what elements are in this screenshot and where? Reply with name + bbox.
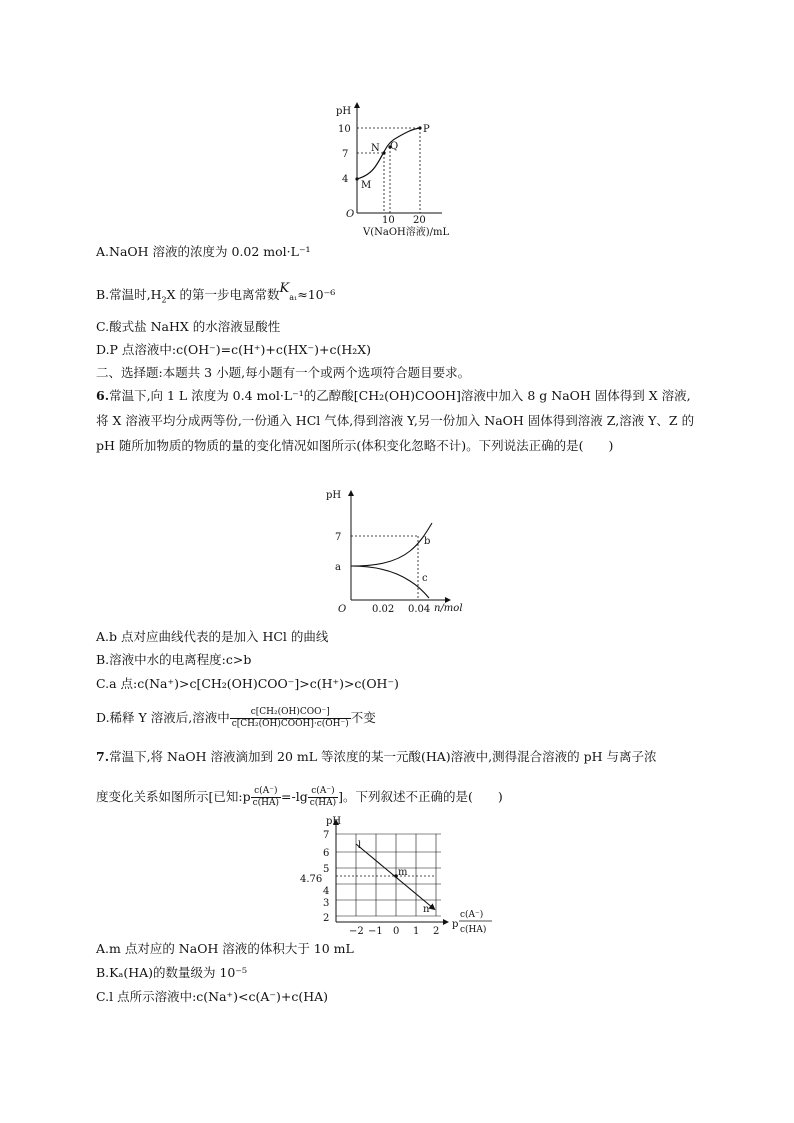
tick-10: 10 <box>338 124 351 135</box>
q7-x-tick-m1: −1 <box>368 926 383 937</box>
origin-label: O <box>346 209 355 220</box>
q6-option-d: D.稀释 Y 溶液后,溶液中 $\frac{\text{c[CH₂(OH)COO⁻]}}{\text{c[CH₂(OH)COOH]·c(OH⁻)}}$ 不变 <box>96 707 376 729</box>
tick-7: 7 <box>342 149 349 160</box>
q7-stem-line2: 度变化关系如图所示[已知:p $\frac{c(A^-)}{c(HA)}$ =-lg $\frac{c(A^-)}{c(HA)}$ ]。下列叙述不正确的是( ) <box>96 786 503 808</box>
q7-option-b: B.Kₐ(HA)的数量级为 10⁻⁵ <box>96 965 247 980</box>
q7-tick-2: 2 <box>323 913 330 924</box>
q6-tick-7: 7 <box>335 532 342 543</box>
q7-y-label: pH <box>326 816 342 827</box>
q7-option-a: A.m 点对应的 NaOH 溶液的体积大于 10 mL <box>96 941 354 956</box>
q7-stem-line1: 7.常温下,将 NaOH 溶液滴加到 20 mL 等浓度的某一元酸(HA)溶液中,测得混合溶液的 pH 与离子浓 <box>96 749 657 764</box>
q6-origin: O <box>338 604 347 615</box>
point-N: N <box>371 143 380 154</box>
q7-x-label-p: p <box>452 919 459 930</box>
point-P: P <box>423 124 430 135</box>
figure-q6-ph-curve <box>320 485 480 620</box>
q6-d-fraction: $\frac{\text{c[CH₂(OH)COO⁻]}}{\text{c[CH₂(OH)COOH]·c(OH⁻)}}$ <box>231 707 349 729</box>
q6-tick-a: a <box>335 562 341 573</box>
section-title: 二、选择题:本题共 3 小题,每小题有一个或两个选项符合题目要求。 <box>96 365 471 380</box>
q7-tick-4: 4 <box>323 886 330 897</box>
q6-option-b: B.溶液中水的电离程度:c>b <box>96 652 252 667</box>
x-tick-10: 10 <box>382 215 395 226</box>
point-M: M <box>361 180 372 191</box>
q6-x-tick-004: 0.04 <box>408 604 431 615</box>
x-tick-20: 20 <box>413 215 426 226</box>
q7-x-tick-1: 1 <box>413 926 420 937</box>
q7-point-m: m <box>398 867 408 878</box>
q6-curve-b <box>351 523 432 566</box>
q7-tick-3: 3 <box>323 898 330 909</box>
q7-x-label-den: c(HA) <box>460 925 487 935</box>
q7-x-tick-0: 0 <box>393 926 400 937</box>
point-Q: Q <box>390 141 399 152</box>
q5-option-b: B.常温时$,H_2X$ 的第一步电离常数$K_{a_1}\approx 10^{-6}$ <box>96 281 336 305</box>
titration-curve <box>357 128 420 179</box>
q5-option-d: D.P 点溶液中:c(OH⁻)=c(H⁺)+c(HX⁻)+c(H₂X) <box>96 342 372 357</box>
q7-x-tick-2: 2 <box>433 926 440 937</box>
q7-tick-6: 6 <box>323 848 330 859</box>
q6-label-c: c <box>422 573 428 584</box>
q6-option-a: A.b 点对应曲线代表的是加入 HCl 的曲线 <box>96 629 329 644</box>
q6-x-tick-002: 0.02 <box>372 604 395 615</box>
q7-point-l: l <box>358 840 362 851</box>
q5-option-a: A.NaOH 溶液的浓度为 0.02 mol·L⁻¹ <box>96 244 311 259</box>
q7-tick-5: 5 <box>323 864 330 875</box>
q7-tick-7: 7 <box>323 830 330 841</box>
q7-tick-476: 4.76 <box>300 874 323 885</box>
q7-point-n: n <box>423 904 430 915</box>
q6-stem: 6.常温下,向 1 L 浓度为 0.4 mol·L⁻¹的乙醇酸[CH₂(OH)COOH]溶液中加入 8 g NaOH 固体得到 X 溶液,将 X 溶液平均分成两等份,一份通入 HCl 气体,得到溶液 Y,另一份加入 NaOH 固体得到溶液 Z,溶液 Y、Z 的 pH 随所加物质的物质的量的变化情况如图所示(体积变化忽略不计)。下列说法正确的是( ) <box>96 388 695 453</box>
q6-option-c: C.a 点:c(Na⁺)>c[CH₂(OH)COO⁻]>c(H⁺)>c(OH⁻) <box>96 676 399 691</box>
q6-x-label: n/mol <box>434 603 463 614</box>
q7-option-c: C.l 点所示溶液中:c(Na⁺)<c(A⁻)+c(HA) <box>96 989 329 1004</box>
q6-y-label: pH <box>326 490 342 501</box>
q6-label-b: b <box>424 536 431 547</box>
q7-x-tick-m2: −2 <box>349 926 364 937</box>
x-axis-label: V(NaOH溶液)/mL <box>363 227 450 237</box>
figure-q7-ph-grid <box>296 812 496 942</box>
q7-x-label-num: c(A⁻) <box>460 910 484 920</box>
q6-curve-c <box>351 566 429 598</box>
figure-titration-curve <box>330 95 470 237</box>
q5-option-c: C.酸式盐 NaHX 的水溶液显酸性 <box>96 319 281 334</box>
tick-4: 4 <box>342 174 349 185</box>
y-axis-label: pH <box>336 106 352 117</box>
